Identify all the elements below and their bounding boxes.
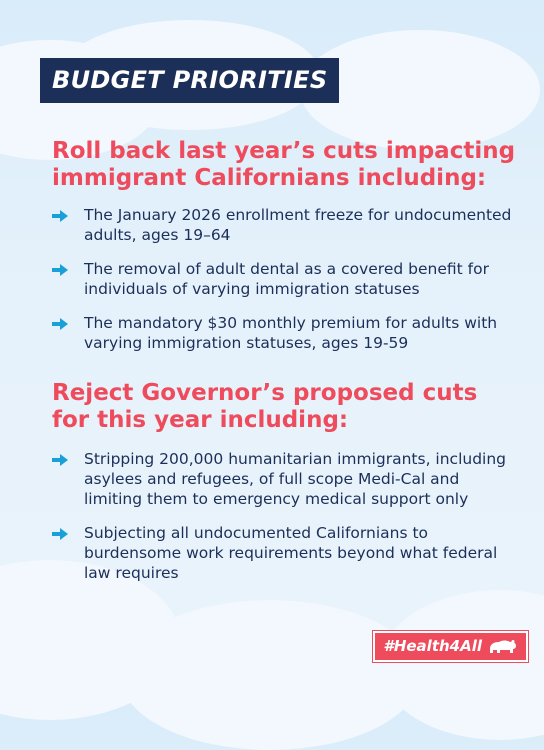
- cloud-decoration: [120, 600, 420, 750]
- list-item: [52, 205, 522, 245]
- hashtag-badge: [373, 631, 528, 662]
- list-item: [52, 523, 522, 583]
- list-item-text: The mandatory $30 monthly premium for adults with varying immigration statuses, ages 19-59: [84, 314, 498, 352]
- section-title-reject: Reject Governor’s proposed cuts for this year including:: [52, 380, 478, 433]
- section-title-rollback: Roll back last year’s cuts impacting immigrant Californians including:: [52, 138, 516, 191]
- arrow-right-icon: [52, 528, 68, 540]
- list-item-text: Stripping 200,000 humanitarian immigrants, including asylees and refugees, of full scope Medi-Cal and limiting them to emergency medical support only: [84, 450, 507, 508]
- arrow-right-icon: [52, 454, 68, 466]
- arrow-right-icon: [52, 318, 68, 330]
- list-item-text: Subjecting all undocumented Californians to burdensome work requirements beyond what federal law requires: [84, 524, 498, 582]
- reject-list: [52, 449, 522, 597]
- rollback-list: [52, 205, 522, 367]
- list-item-text: The January 2026 enrollment freeze for undocumented adults, ages 19–64: [84, 206, 512, 244]
- hashtag-label: #Health4All: [383, 637, 482, 655]
- list-item: [52, 313, 522, 353]
- arrow-right-icon: [52, 210, 68, 222]
- arrow-right-icon: [52, 264, 68, 276]
- list-item-text: The removal of adult dental as a covered benefit for individuals of varying immigration statuses: [84, 260, 489, 298]
- cloud-decoration: [380, 590, 544, 740]
- page-title: BUDGET PRIORITIES: [40, 58, 339, 103]
- bear-icon: [488, 637, 518, 655]
- list-item: [52, 449, 522, 509]
- list-item: [52, 259, 522, 299]
